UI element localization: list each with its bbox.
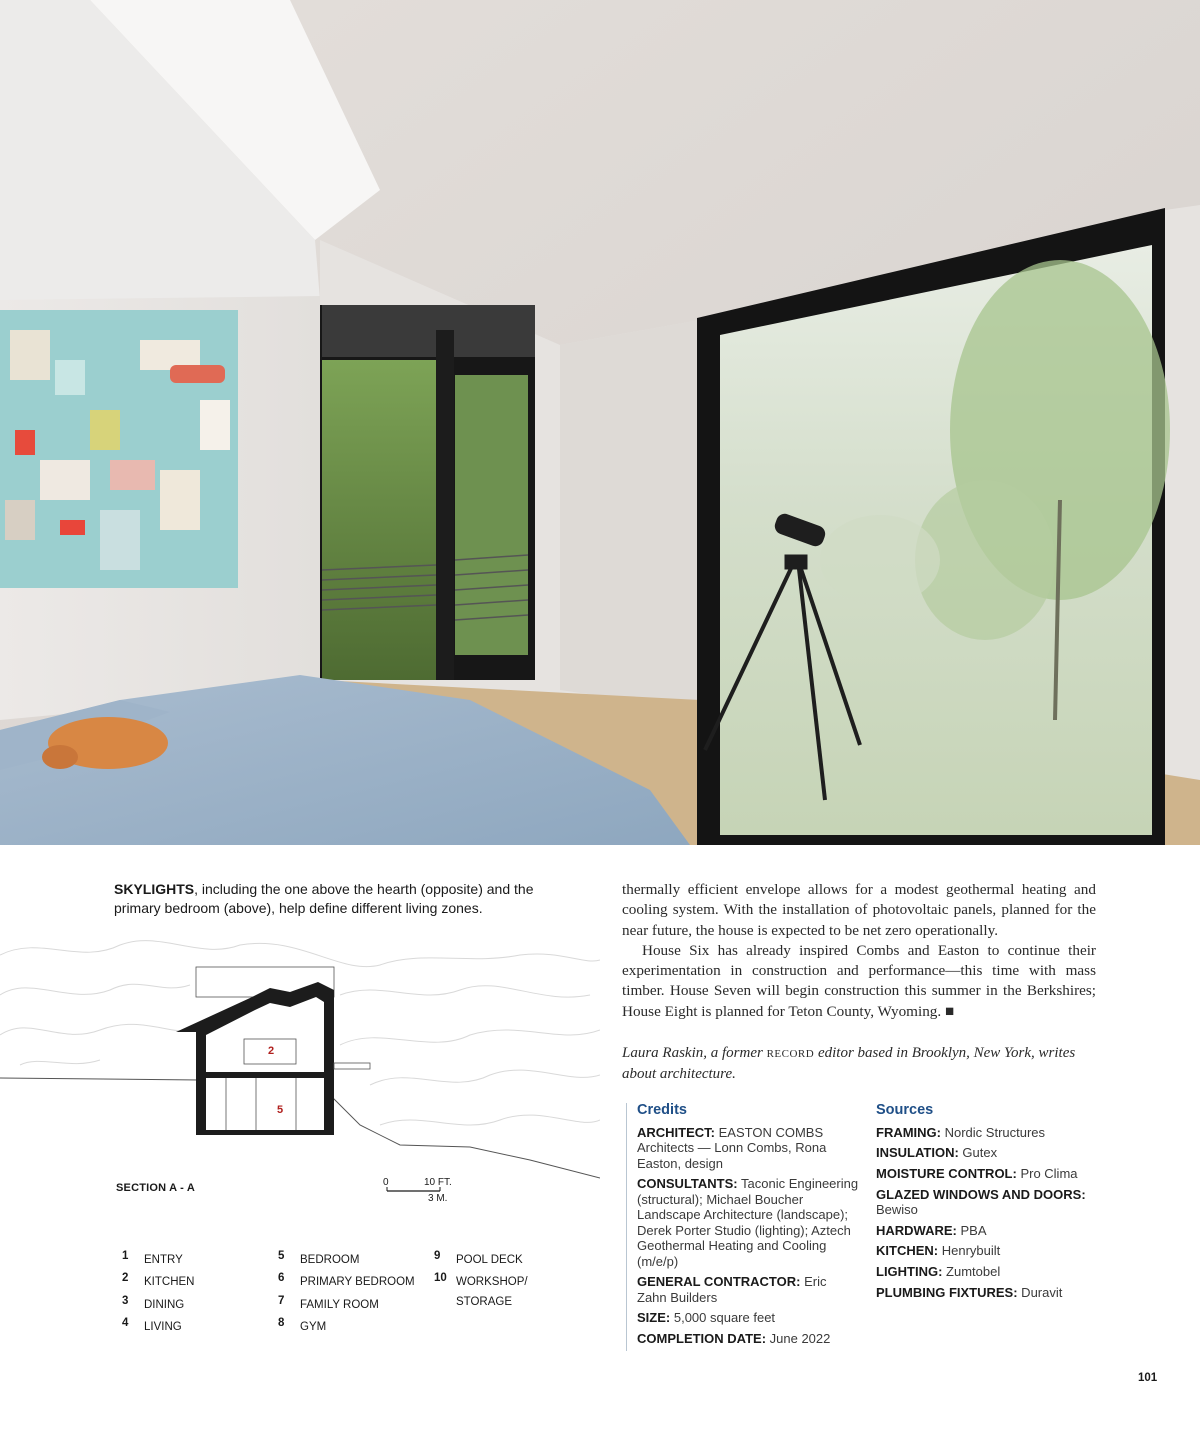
photo-caption — [114, 880, 564, 918]
credit-entry: CONSULTANTS: Taconic Engineering (structural); Michael Boucher Landscape Architecture (landscape); Derek Porter Studio (lighting); Aztech Geothermal Heating and Cooling (m/e/p) — [637, 1176, 859, 1269]
legend-item: 3 DINING — [122, 1294, 185, 1311]
scale-meters: 3 M. — [428, 1193, 448, 1204]
credit-entry: GENERAL CONTRACTOR: Eric Zahn Builders — [637, 1274, 827, 1305]
credits-title: Credits — [637, 1102, 687, 1118]
legend-item: 7 FAMILY ROOM — [278, 1294, 379, 1311]
author-bio — [622, 1043, 1096, 1084]
room-number-5: 5 — [277, 1104, 284, 1116]
caption-text: , including the one above the hearth (opposite) and the primary bedroom (above), help define different living zones. — [114, 881, 534, 916]
body-paragraph: House Six has already inspired Combs and Easton to continue their experimentation in construction and performance—this time with mass timber. House Seven will begin construction this summer in the Berkshires; House Eight is planned for Teton County, Wyoming. ■ — [622, 941, 1096, 1020]
source-entry: KITCHEN: Henrybuilt — [876, 1243, 1001, 1259]
credit-entry: SIZE: 5,000 square feet — [637, 1310, 776, 1325]
credit-entry: COMPLETION DATE: June 2022 — [637, 1330, 831, 1346]
source-entry: INSULATION: Gutex — [876, 1145, 998, 1161]
legend-item: 5 BEDROOM — [278, 1250, 360, 1266]
room-number-2: 2 — [268, 1045, 275, 1057]
house-section — [176, 967, 370, 1135]
source-entry: GLAZED WINDOWS AND DOORS: Bewiso — [876, 1186, 1086, 1218]
painting — [0, 310, 238, 588]
section-drawing — [0, 935, 600, 1235]
section-label: SECTION A - A — [116, 1182, 195, 1194]
source-entry: PLUMBING FIXTURES: Duravit — [876, 1284, 1063, 1300]
source-entry: MOISTURE CONTROL: Pro Clima — [876, 1165, 1078, 1181]
source-entry: HARDWARE: PBA — [876, 1222, 987, 1238]
article-body — [622, 880, 1096, 1022]
sources-box — [876, 1103, 1106, 1306]
bio-text: Laura Raskin, a former — [622, 1045, 767, 1061]
bio-text: editor based in Brooklyn, New York, writes about architecture. — [622, 1045, 1076, 1082]
legend-item: 2 KITCHEN — [122, 1272, 195, 1289]
legend-item: 4 LIVING — [122, 1316, 182, 1333]
body-paragraph: thermally efficient envelope allows for a modest geothermal heating and cooling system. With the installation of photovoltaic panels, planned for the near future, the house is expected to be net zero operationally. — [622, 881, 1096, 939]
magazine-name: record — [766, 1045, 815, 1061]
page-number: 101 — [1138, 1372, 1158, 1384]
credit-entry: ARCHITECT: EASTON COMBS Architects — Lonn Combs, Rona Easton, design — [637, 1124, 827, 1171]
source-entry: LIGHTING: Zumtobel — [876, 1264, 1001, 1280]
source-entry: FRAMING: Nordic Structures — [876, 1124, 1046, 1140]
credits-box — [626, 1103, 859, 1351]
scale-feet: 10 FT. — [424, 1177, 452, 1188]
scale-zero: 0 — [383, 1177, 389, 1188]
legend-item: 8 GYM — [278, 1316, 327, 1333]
legend-item: 1 ENTRY — [122, 1250, 183, 1266]
caption-lead: SKYLIGHTS — [114, 881, 195, 897]
legend-item: 6 PRIMARY BEDROOM — [278, 1272, 415, 1289]
legend-item: 9 POOL DECK — [434, 1250, 523, 1266]
legend-item: 10 WORKSHOP/ STORAGE — [434, 1272, 528, 1309]
sources-title: Sources — [876, 1102, 934, 1118]
